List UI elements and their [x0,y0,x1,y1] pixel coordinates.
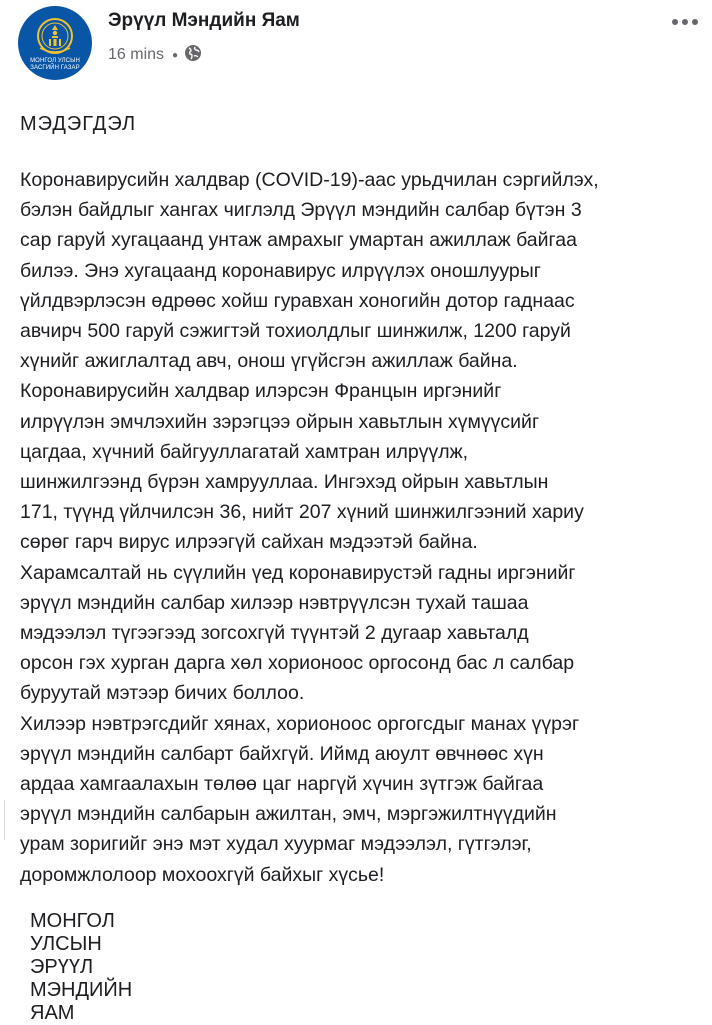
page-name-link[interactable]: Эрүүл Мэндийн Яам [108,10,300,31]
divider [4,800,5,840]
body-line: доромжлолоор мохоохгүй байхыг хүсье! [20,863,385,886]
announcement-heading: МЭДЭГДЭЛ [20,113,137,135]
body-line: Коронавирусийн халдвар (COVID-19)-аас урьдчилан сэргийлэх, [20,169,599,191]
body-line: сөрөг гарч вирус илрээгүй сайхан мэдээтэй байна. [20,531,478,554]
body-line: 171, түүнд үйлчилсэн 36, нийт 207 хүний шинжилгээний хариу [20,501,584,524]
body-line: мэдээлэл түгээгээд зогсохгүй түүнтэй 2 дугаар хавьталд [20,622,529,644]
body-line: эрүүл мэндийн салбарын ажилтан, эмч, мэргэжилтнүүдийн [20,803,557,826]
body-line: эрүүл мэндийн салбарт байхгүй. Иймд аюулт өвчнөөс хүн [20,742,544,765]
body-line: шинжилгээнд бүрэн хамрууллаа. Ингэхэд ойрын хавьтлын [20,471,549,493]
body-line: Хилээр нэвтрэгсдийг хянах, хорионоос оргогсдыг манах үүрэг [20,712,580,735]
body-line: Коронавирусийн халдвар илэрсэн Францын иргэнийг [20,380,502,403]
globe-icon[interactable] [184,44,202,67]
body-line: бэлэн байдлыг хангах чиглэлд Эрүүл мэндийн салбар бүтэн 3 [20,199,582,222]
post-header [0,0,712,90]
body-line: цагдаа, хүчний байгууллагатай хамтран илрүүлж, [20,440,469,463]
more-options-icon[interactable] [666,10,706,34]
body-line: илрүүлэн эмчлэхийн зэрэгцээ ойрын хавьтлын хүмүүсийг [20,410,540,433]
body-line: авчирч 500 гаруй сэжигтэй тохиолдлыг шинжилж, 1200 гаруй [20,320,571,342]
body-line: сар гаруй хугацаанд унтаж амрахыг умартан ажиллаж байгаа [20,229,577,252]
post-meta [108,44,202,66]
avatar-text-line2: ЗАСГИЙН ГАЗАР [30,65,80,71]
body-line: билээ. Энэ хугацаанд коронавирус илрүүлэх оношлуурыг [20,259,541,282]
body-line: Харамсалтай нь сүүлийн үед коронавирустэй гадны иргэнийг [20,561,576,584]
post-timestamp[interactable]: 16 mins [108,46,165,63]
body-line: ардаа хамгаалахын төлөө цаг наргүй хүчин зүтгэж байгаа [20,773,544,795]
body-line: орсон гэх хурган дарга хөл хорионоос оргосонд бас л салбар [20,652,575,675]
body-line: урам зоригийг энэ мэт худал хуурмаг мэдээлэл, гүтгэлэг, [20,833,532,856]
body-line: буруутай мэтээр бичих боллоо. [20,682,305,705]
body-line: эрүүл мэндийн салбар хилээр нэвтрүүлсэн тухай ташаа [20,591,529,614]
body-line: хүнийг ажиглалтад авч, онош үгүйсгэн ажиллаж байна. [20,350,518,373]
avatar-text-line1: МОНГОЛ УЛСЫН [30,58,80,64]
avatar[interactable] [18,6,92,80]
body-line: үйлдвэрлэсэн өдрөөс хойш гуравхан хоногийн дотор гаднаас [20,289,575,312]
separator-dot: ● [172,49,179,61]
signature: МОНГОЛ УЛСЫН ЭРҮҮЛ МЭНДИЙН ЯАМ [30,910,133,1024]
